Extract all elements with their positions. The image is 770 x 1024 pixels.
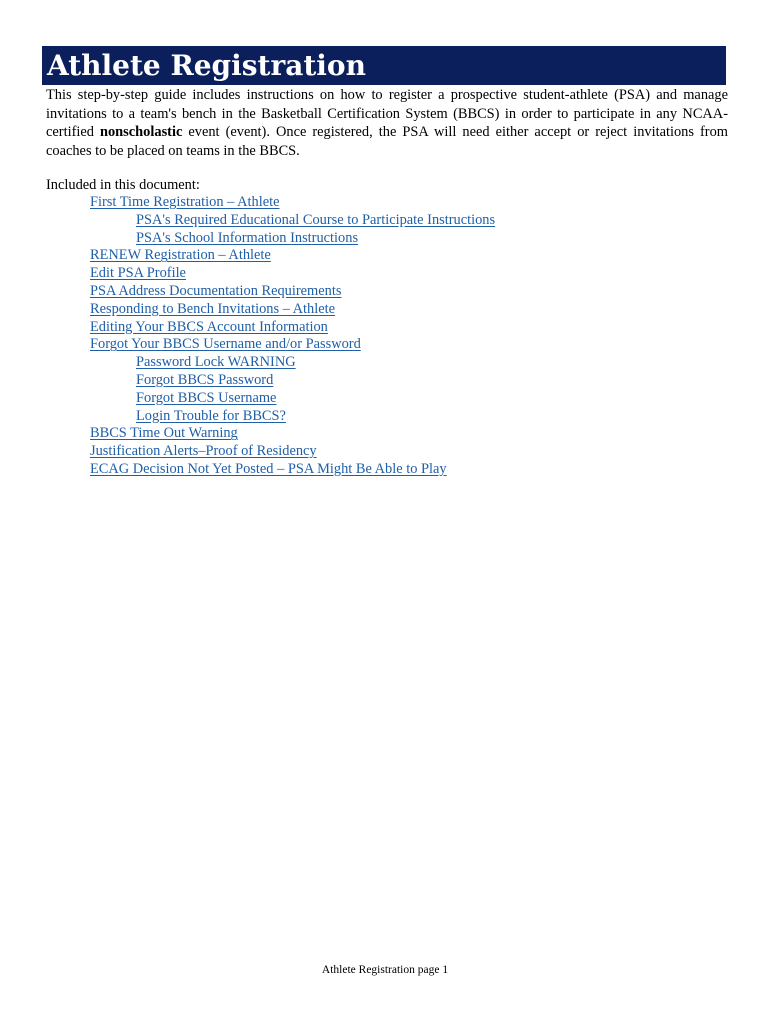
toc-link-editing-account-info[interactable]: Editing Your BBCS Account Information — [90, 318, 328, 335]
toc-item — [0, 354, 770, 372]
toc-item — [0, 461, 770, 479]
intro-line-1: This step-by-step guide includes instructions on how to register a prospective student-athlete (PSA) and manage — [46, 87, 728, 103]
page-footer: Athlete Registration page 1 — [321, 964, 449, 976]
toc-item — [0, 283, 770, 301]
toc-item — [0, 372, 770, 390]
toc-item — [0, 319, 770, 337]
toc-link-password-lock-warning[interactable]: Password Lock WARNING — [136, 354, 296, 371]
toc-item — [0, 336, 770, 354]
intro-line-3 — [46, 123, 728, 142]
toc-item — [0, 230, 770, 248]
toc-item — [0, 408, 770, 426]
toc-item — [0, 390, 770, 408]
toc-link-renew-registration[interactable]: RENEW Registration – Athlete — [90, 247, 271, 264]
toc-link-ecag-decision[interactable]: ECAG Decision Not Yet Posted – PSA Might Be Able to Play — [90, 460, 447, 477]
intro-line-2: invitations to a team's bench in the Basketball Certification System (BBCS) in order to participate in any NCAA- — [46, 105, 728, 122]
title-bar — [42, 46, 726, 85]
intro-line-3-suffix: event (event). Once registered, the PSA will need either accept or reject invitations from — [182, 124, 728, 140]
toc-link-forgot-password[interactable]: Forgot BBCS Password — [136, 371, 274, 388]
toc-link-first-time-registration[interactable]: First Time Registration – Athlete — [90, 194, 280, 210]
intro-paragraph — [46, 86, 728, 160]
toc-item — [0, 194, 770, 212]
toc-link-time-out-warning[interactable]: BBCS Time Out Warning — [90, 425, 238, 442]
toc-item — [0, 443, 770, 461]
toc-link-school-information[interactable]: PSA's School Information Instructions — [136, 229, 359, 246]
page-title: Athlete Registration — [47, 49, 366, 82]
toc-link-bench-invitations[interactable]: Responding to Bench Invitations – Athlete — [90, 300, 336, 317]
toc-item — [0, 247, 770, 265]
toc-link-edit-psa-profile[interactable]: Edit PSA Profile — [90, 265, 186, 282]
table-of-contents — [0, 194, 770, 479]
toc-link-forgot-username[interactable]: Forgot BBCS Username — [136, 389, 277, 406]
intro-line-4: coaches to be placed on teams in the BBCS. — [46, 142, 300, 159]
toc-link-forgot-username-password[interactable]: Forgot Your BBCS Username and/or Password — [90, 336, 361, 353]
toc-link-login-trouble[interactable]: Login Trouble for BBCS? — [136, 407, 286, 424]
toc-link-required-educational-course[interactable]: PSA's Required Educational Course to Participate Instructions — [136, 211, 496, 228]
toc-item — [0, 265, 770, 283]
toc-item — [0, 212, 770, 230]
toc-label: Included in this document: — [46, 177, 200, 193]
toc-item — [0, 301, 770, 319]
intro-bold-term: nonscholastic — [99, 124, 183, 140]
toc-item — [0, 425, 770, 443]
intro-line-3-prefix: certified — [46, 124, 100, 140]
toc-link-justification-alerts[interactable]: Justification Alerts–Proof of Residency — [90, 443, 317, 460]
toc-link-address-documentation[interactable]: PSA Address Documentation Requirements — [90, 282, 342, 299]
